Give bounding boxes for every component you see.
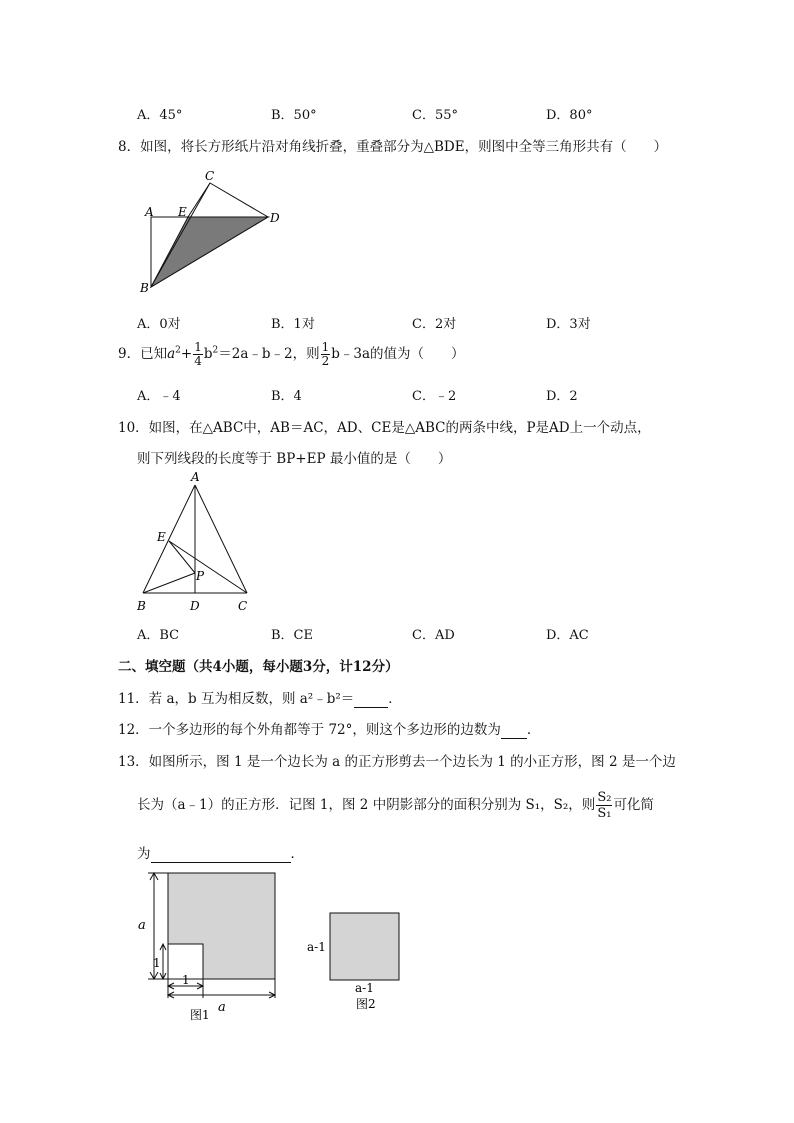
q10-label-e: E [157,530,166,544]
q11-stem: 11．若 a，b 互为相反数，则 a²﹣b²＝ [118,691,355,707]
q11-end: ． [388,691,402,707]
q7-option-a: A．45° [137,108,183,123]
q8-option-b: B．1对 [271,317,315,332]
q12-text [118,718,540,739]
fig1-side-label: a [138,918,146,933]
q12-stem: 12．一个多边形的每个外角都等于 72°，则这个多边形的边数为 [118,722,501,738]
fig2-caption: 图2 [356,997,376,1011]
q13-line1: 13．如图所示，图 1 是一个边长为 a 的正方形剪去一个边长为 1 的小正方形，图 2 是一个边 [118,754,676,770]
q9-frac1-den: 4 [194,354,202,368]
q11-answer-blank[interactable] [354,691,388,708]
q13-fraction [596,790,612,821]
q9-prefix: 9．已知 [118,346,168,362]
fig2-bottom-label: a-1 [355,981,374,995]
q10-option-c: C．AD [412,628,455,643]
q8-label-d: D [270,211,280,225]
q8-text: 8．如图，将长方形纸片沿对角线折叠，重叠部分为△BDE，则图中全等三角形共有（ ） [118,139,668,155]
q10-label-a: A [191,470,200,484]
q8-option-c: C．2对 [412,317,457,332]
q12-end: ． [526,722,541,738]
q7-option-c: C．55° [412,108,458,123]
q10-option-d: D．AC [546,628,589,643]
q9-option-d: D．2 [546,389,578,404]
q13-figure-1 [132,866,282,1026]
q9-fraction-1 [193,341,203,368]
q10-figure [134,470,254,616]
q13-figure-2 [306,905,406,1015]
q10-line1: 10．如图，在△ABC中，AB＝AC，AD、CE是△ABC的两条中线，P是AD上一个动点， [118,420,651,436]
q10-label-b: B [137,599,146,613]
q9-exp-b: 2 [212,345,219,356]
q12-answer-blank[interactable] [501,722,527,739]
fig2-side-label: a-1 [307,940,326,954]
q9-frac1-num: 1 [194,340,202,354]
section-title: 二、填空题（共4小题，每小题3分，计12分） [118,659,399,675]
q11-text [118,687,402,708]
q9-b-var: b [203,346,213,362]
q8-label-c: C [205,169,215,183]
q9-plus: + [180,346,193,362]
fig1-small-v-label: 1 [153,956,161,970]
q13-answer-blank[interactable] [151,846,291,863]
q10-label-p: P [196,569,205,583]
q13-line3-end: ． [290,846,304,862]
q13-frac-num: S₂ [597,790,612,805]
q8-label-b: B [140,281,149,295]
q7-option-b: B．50° [271,108,317,123]
q8-figure [136,165,286,295]
q9-a-var: a [167,346,176,362]
q13-line3-text: 为 [137,846,151,862]
q13-line3 [137,842,304,863]
q8-label-a: A [145,205,154,219]
q9-option-a: A．﹣4 [137,389,181,404]
q13-line2 [137,790,654,821]
q9-text [118,341,465,368]
q7-option-d: D．80° [546,108,593,123]
q8-option-d: D．3对 [546,317,591,332]
q9-exp-a: 2 [175,345,181,356]
q9-option-b: B．4 [271,389,302,404]
fig1-bottom-label: a [218,1000,226,1015]
q10-option-b: B．CE [271,628,313,643]
q13-frac-den: S₁ [597,806,612,821]
q13-line2-text: 长为（a﹣1）的正方形．记图 1，图 2 中阴影部分的面积分别为 S₁，S₂，则 [137,797,596,813]
q9-mid: ＝2a﹣b﹣2，则 [218,346,320,362]
q9-frac2-den: 2 [321,354,330,368]
q13-line2-end: 可化简 [613,797,654,813]
fig1-caption: 图1 [190,1008,210,1022]
q9-option-c: C．﹣2 [412,389,457,404]
q8-label-e: E [178,205,187,219]
q10-label-d: D [190,599,200,613]
q9-tail: b﹣3a的值为（ ） [331,346,465,362]
fig1-small-h-label: 1 [182,973,190,987]
q9-frac2-num: 1 [321,340,330,354]
q10-line2: 则下列线段的长度等于 BP+EP 最小值的是（ ） [137,451,452,467]
q9-fraction-2 [321,341,331,368]
q8-option-a: A．0对 [137,317,181,332]
q10-option-a: A．BC [137,628,180,643]
q10-label-c: C [238,599,248,613]
